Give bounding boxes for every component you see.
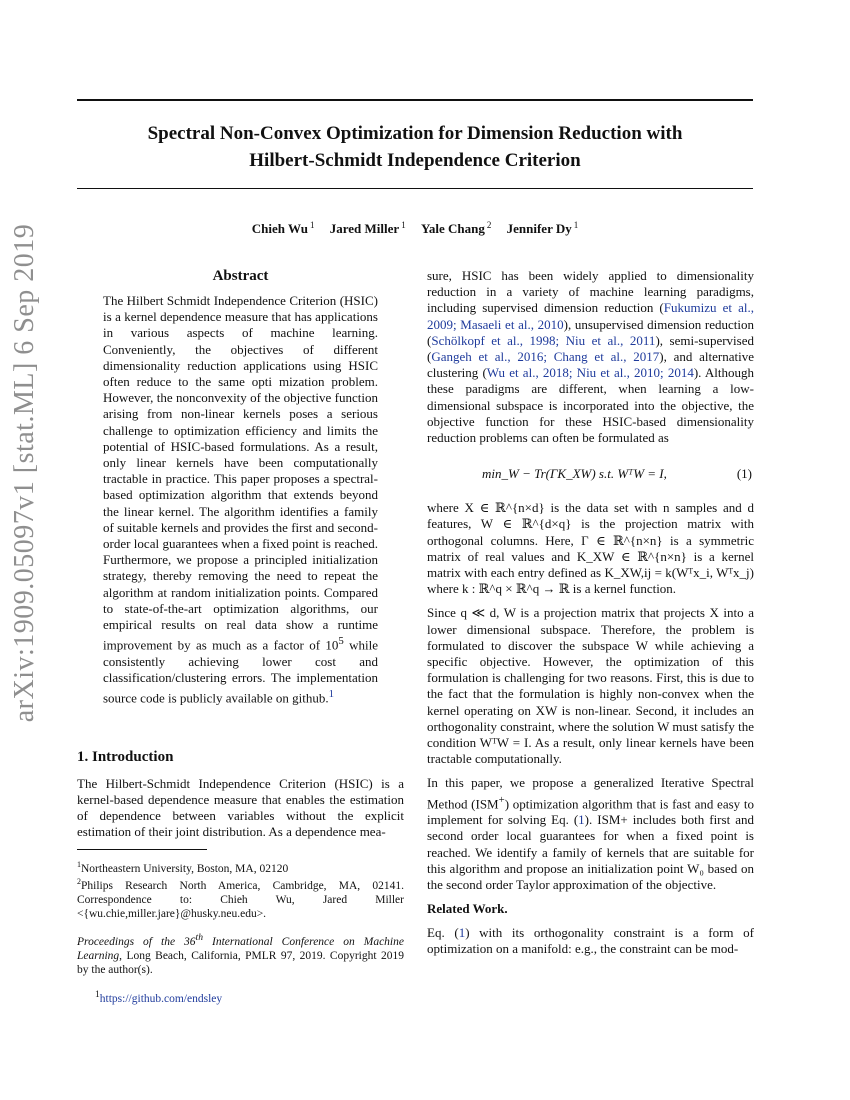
abstract-heading: Abstract xyxy=(212,268,269,284)
affiliation-footnote-2 xyxy=(77,875,404,921)
hsic-applications-paragraph xyxy=(427,268,754,446)
paragraph-text: ). Although these paradigms are different, when learning a low-dimensional subspace is incorporated into the objective, the objective function for these HSIC-based dimensionality reduction problems can often be formulated as xyxy=(427,365,754,446)
author-affiliation: 1 xyxy=(310,220,315,230)
author-name: Chieh Wu xyxy=(251,221,308,237)
section-heading-introduction: 1. Introduction xyxy=(77,748,174,765)
github-link[interactable]: https://github.com/endsley xyxy=(99,992,223,1005)
citation-link[interactable]: Fukumizu et al., 2009; Masaeli et al., 2010 xyxy=(427,300,754,332)
proceedings-sup: th xyxy=(195,932,203,944)
footnote-divider xyxy=(77,849,207,858)
paragraph-text: ). ISM+ includes both first and second order local guarantees for when a fixed point is reached. We identify a family of kernels that are suitable for this algorithm and propose an initialization point W₀ based on the second order Taylor approximation of the objective. xyxy=(427,812,754,893)
footnote-mark: 2 xyxy=(77,877,81,887)
proceedings-note xyxy=(77,931,404,977)
equation-reference-link[interactable]: 1 xyxy=(458,925,466,941)
paragraph-text: ), unsupervised dimension reduction ( xyxy=(427,316,755,348)
abstract-body: The Hilbert Schmidt Independence Criterion (HSIC) is a kernel dependence measure that has applications in various aspects of machine learning. Conveniently, the objectives of different dimensionality reduction applications using HSIC often reduce to the same opti mization problem. However, the nonconvexity of the objective function arising from non-linear kernels poses a serious challenge to optimization efficiency and limits the potential of HSIC-based formulations. As a result, only linear kernels have been computationally tractable in practice. This paper proposes a spectral-based optimization algorithm that extends beyond the linear kernel. The algorithm identifies a family of suitable kernels and provides the first and second-order local guarantees when a fixed point is reached. Furthermore, we propose a principled initialization strategy, thereby removing the need to repeat the algorithm at random initialization points. Compared to state-of-the-art optimization algorithms, our empirical results on real data show a runtime improvement by as much as a factor of 10 xyxy=(103,293,378,653)
paragraph-text: ), and alternative clustering ( xyxy=(427,349,754,381)
paper-title xyxy=(77,120,753,174)
footnote-mark: 1 xyxy=(77,859,81,869)
author-affiliation: 2 xyxy=(486,220,492,230)
author xyxy=(252,221,315,236)
exponent: 5 xyxy=(338,635,344,648)
abstract-section xyxy=(77,293,404,707)
paragraph-text: ) with its orthogonality constraint is a form of optimization on a manifold: e.g., the constraint can be mod- xyxy=(427,925,754,957)
title-line-1: Spectral Non-Convex Optimization for Dimension Reduction with xyxy=(147,123,683,144)
related-work-paragraph xyxy=(427,925,754,957)
author xyxy=(330,221,406,236)
paragraph-text: In this paper, we propose a generalized Iterative Spectral Method (ISM xyxy=(427,775,754,812)
citation-link[interactable]: Wu et al., 2018; Niu et al., 2010; 2014 xyxy=(486,365,694,381)
author-affiliation: 1 xyxy=(573,220,579,230)
paragraph-text: Eq. ( xyxy=(427,925,459,941)
footnote-link[interactable]: 1 xyxy=(328,688,335,701)
citation-link[interactable]: Gangeh et al., 2016; Chang et al., 2017 xyxy=(431,349,660,365)
author xyxy=(421,221,491,236)
equation-reference-link[interactable]: 1 xyxy=(578,812,585,828)
author-affiliation: 1 xyxy=(401,220,406,230)
title-rule-bottom xyxy=(77,188,753,189)
arxiv-identifier-text: arXiv:1909.05097v1 [stat.ML] 6 Sep 2019 xyxy=(9,223,40,723)
proceedings-text: International Conference on Machine Learning xyxy=(77,936,404,963)
equation-1 xyxy=(427,466,754,482)
right-column xyxy=(427,268,754,966)
superscript: + xyxy=(498,793,505,806)
affiliation-text: Northeastern University, Boston, MA, 02120 xyxy=(81,862,289,875)
author xyxy=(507,221,579,236)
intro-paragraph: The Hilbert-Schmidt Independence Criterion (HSIC) is a kernel-based dependence measure that enables the estimation of dependence between variables without the explicit estimation of their joint distribution. As a dependence mea- xyxy=(77,775,404,840)
equation-body: min_W − Tr(ΓK_XW) s.t. WᵀW = I, xyxy=(482,466,667,482)
author-name: Jennifer Dy xyxy=(506,221,572,237)
author-name: Jared Miller xyxy=(329,221,400,237)
author-list xyxy=(77,220,753,237)
author-name: Yale Chang xyxy=(420,221,485,237)
contribution-paragraph xyxy=(427,775,754,893)
proceedings-text: Proceedings of the 36 xyxy=(77,936,196,949)
title-rule-top xyxy=(77,99,753,101)
challenge-paragraph: Since q ≪ d, W is a projection matrix that projects X into a lower dimensional subspace. Therefore, the problem is formulated to discover the subspace W while achieving a specific objective. However, the optimization of this formulation is challenging for two reasons. First, this is due to the fact that the formulation is highly non-convex when the kernel operating on XW is non-linear. Second, it includes an orthogonality constraint, where the solution W must satisfy the condition WᵀW = I. As a result, only linear kernels have been tractable computationally. xyxy=(427,605,754,767)
github-footnote xyxy=(77,989,404,1005)
proceedings-text: , Long Beach, California, PMLR 97, 2019. Copyright 2019 by the author(s). xyxy=(77,950,404,977)
citation-link[interactable]: Schölkopf et al., 1998; Niu et al., 2011 xyxy=(431,332,656,348)
footnote-mark: 1 xyxy=(95,988,100,1000)
abstract-body-end: while consistently achieving lower cost and classification/clustering errors. The implementation source code is publicly available on github. xyxy=(103,637,379,706)
paragraph-text: ), semi-supervised ( xyxy=(427,332,754,365)
left-column xyxy=(77,266,404,1004)
arxiv-identifier-stamp xyxy=(5,223,45,723)
abstract-text xyxy=(103,293,378,707)
title-line-2: Hilbert-Schmidt Independence Criterion xyxy=(249,150,581,171)
related-work-heading: Related Work. xyxy=(427,901,508,917)
paragraph-text: sure, HSIC has been widely applied to dimensionality reduction in a variety of machine learning paradigms, including supervised dimension reduction ( xyxy=(427,268,754,316)
affiliation-footnote-1 xyxy=(77,858,404,876)
paragraph-text: ) optimization algorithm that is fast and easy to implement for solving Eq. ( xyxy=(427,796,754,828)
notation-paragraph: where X ∈ ℝ^{n×d} is the data set with n samples and d features, W ∈ ℝ^{d×q} is the projection matrix with orthogonal columns. Here, Γ ∈ ℝ^{n×n} is a symmetric matrix of real values and K_XW ∈ ℝ^{n×n} is a kernel matrix with each entry defined as K_XW,ij = k(Wᵀx_i, Wᵀx_j) where k : ℝ^q × ℝ^q → ℝ is a kernel function. xyxy=(427,500,754,597)
affiliation-text: Philips Research North America, Cambridge, MA, 02141. Correspondence to: Chieh Wu, Jared Miller <{wu.chie,miller.jare}@husky.neu.edu>. xyxy=(77,880,404,921)
equation-number: (1) xyxy=(736,466,752,482)
